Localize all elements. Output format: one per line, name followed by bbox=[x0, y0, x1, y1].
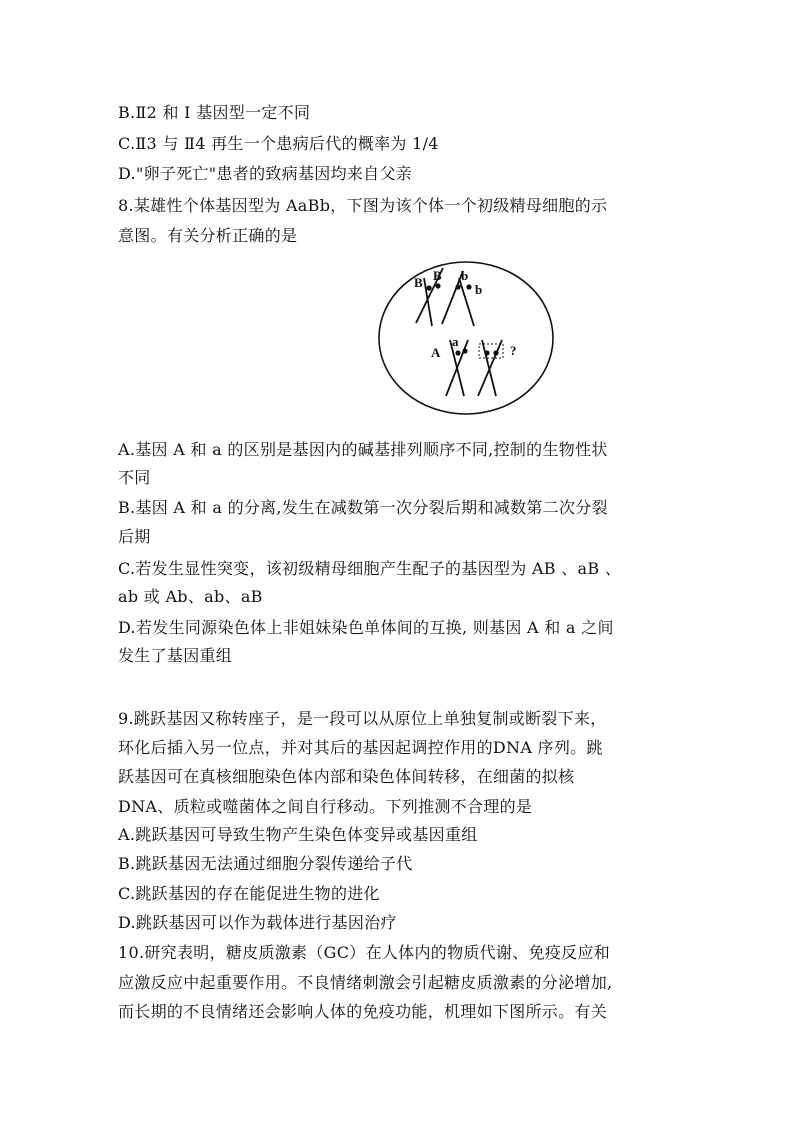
q10-stem-line-1: 10.研究表明，糖皮质激素（GC）在人体内的物质代谢、免疫反应和 bbox=[118, 943, 611, 962]
q8-stem-line-1: 8.某雄性个体基因型为 AaBb，下图为该个体一个初级精母细胞的示 bbox=[118, 196, 608, 215]
q9-option-a: A.跳跃基因可导致生物产生染色体变异或基因重组 bbox=[118, 825, 478, 844]
q8-option-b-line-1: B.基因 A 和 a 的分离,发生在减数第一次分裂后期和减数第二次分裂 bbox=[118, 498, 608, 517]
q9-option-c: C.跳跃基因的存在能促进生物的进化 bbox=[118, 884, 380, 903]
q9-stem-line-3: 跃基因可在真核细胞染色体内部和染色体间转移，在细菌的拟核 bbox=[118, 767, 575, 786]
gene-label-b-upper-2: B bbox=[433, 268, 442, 283]
gene-label-unknown: ? bbox=[510, 343, 517, 358]
q8-option-d-line-2: 发生了基因重组 bbox=[118, 646, 233, 665]
q8-stem-line-2: 意图。有关分析正确的是 bbox=[118, 226, 298, 245]
gene-label-a-lower: a bbox=[452, 334, 459, 349]
spermatocyte-cell-figure bbox=[376, 258, 556, 418]
q9-option-b: B.跳跃基因无法通过细胞分裂传递给子代 bbox=[118, 854, 413, 873]
q9-stem-line-2: 环化后插入另一位点，并对其后的基因起调控作用的DNA 序列。跳 bbox=[118, 738, 603, 757]
q10-stem-line-3: 而长期的不良情绪还会影响人体的免疫功能，机理如下图所示。有关 bbox=[118, 1002, 608, 1021]
q10-stem-line-2: 应激反应中起重要作用。不良情绪刺激会引起糖皮质激素的分泌增加, bbox=[118, 973, 613, 992]
gene-label-b-upper-1: B bbox=[414, 275, 423, 290]
q9-stem-line-1: 9.跳跃基因又称转座子，是一段可以从原位上单独复制或断裂下来， bbox=[118, 709, 607, 728]
cell-membrane bbox=[379, 262, 553, 414]
gene-label-a-upper: A bbox=[431, 345, 441, 360]
q8-option-a-line-1: A.基因 A 和 a 的区别是基因内的碱基排列顺序不同,控制的生物性状 bbox=[118, 440, 608, 459]
q9-option-d: D.跳跃基因可以作为载体进行基因治疗 bbox=[118, 913, 397, 932]
q8-option-c-line-1: C.若发生显性突变，该初级精母细胞产生配子的基因型为 AB 、aB 、 bbox=[118, 559, 622, 578]
q7-option-d: D."卵子死亡"患者的致病基因均来自父亲 bbox=[118, 164, 413, 183]
q7-option-b: B.Ⅱ2 和 I 基因型一定不同 bbox=[118, 103, 311, 122]
q8-option-d-line-1: D.若发生同源染色体上非姐妹染色单体间的互换, 则基因 A 和 a 之间 bbox=[118, 618, 614, 637]
q9-stem-line-4: DNA、质粒或噬菌体之间自行移动。下列推测不合理的是 bbox=[118, 797, 533, 816]
q8-option-c-line-2: ab 或 Ab、ab、aB bbox=[118, 587, 263, 606]
q8-option-a-line-2: 不同 bbox=[118, 468, 151, 487]
q8-option-b-line-2: 后期 bbox=[118, 527, 151, 546]
gene-label-b-lower-1: b bbox=[461, 268, 469, 283]
gene-label-b-lower-2: b bbox=[475, 282, 483, 297]
q7-option-c: C.Ⅱ3 与 Ⅱ4 再生一个患病后代的概率为 1/4 bbox=[118, 134, 439, 153]
